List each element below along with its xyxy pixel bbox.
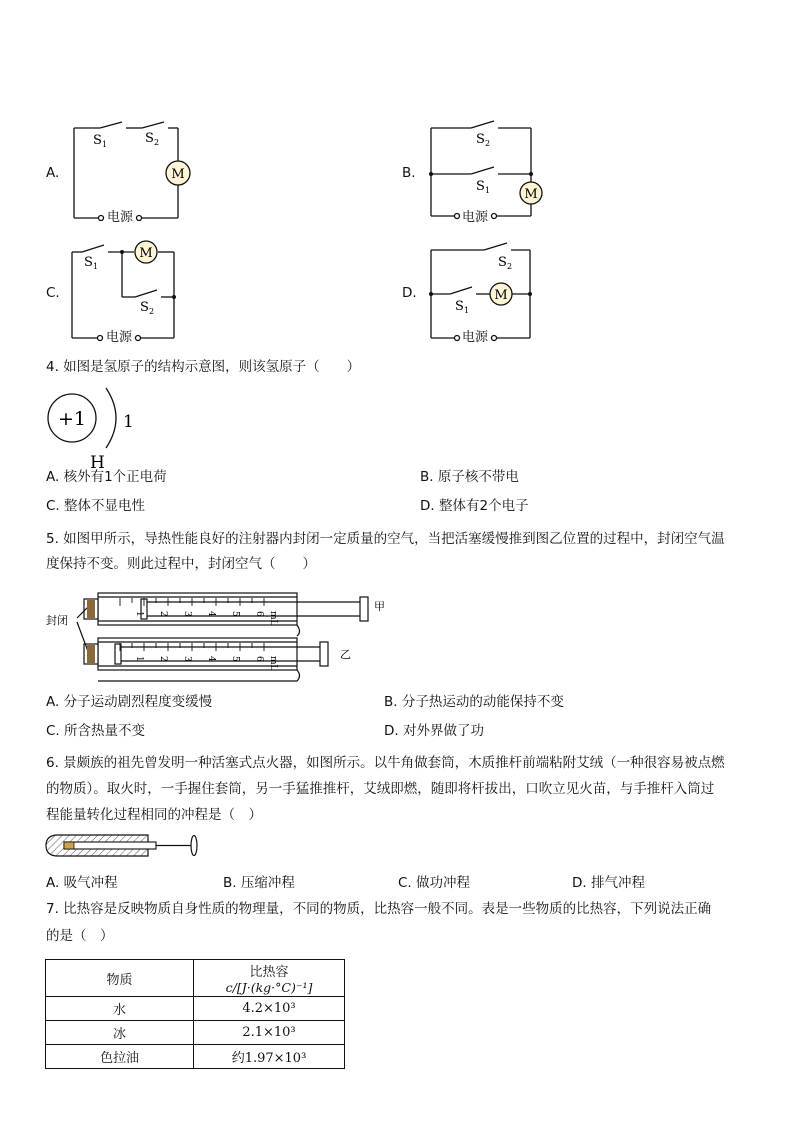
circuit-d-diagram <box>420 238 560 350</box>
q5-option-d: D. 对外界做了功 <box>384 723 484 739</box>
header-specific-heat <box>194 960 345 997</box>
q4-option-b: B. 原子核不带电 <box>420 469 519 485</box>
power-source-label-c: 电源 <box>106 330 133 345</box>
fire-piston-diagram <box>44 832 204 862</box>
q6-stem-line2: 的物质）。取火时，一手握住套筒，另一手猛推推杆，艾绒即燃，随即将杆拔出，口吹立见火苗，与手推杆入筒过 <box>46 781 715 797</box>
motor-label: M <box>171 167 185 182</box>
q6-stem-line1: 6. 景颇族的祖先曾发明一种活塞式点火器，如图所示。以牛角做套筒，木质推杆前端粘附艾绒（一种很容易被点燃 <box>46 755 725 771</box>
option-d-label: D. <box>402 285 417 301</box>
cell-substance: 水 <box>46 997 194 1021</box>
q7-stem-line2: 的是（ ） <box>46 928 114 944</box>
table-row <box>46 997 345 1021</box>
table-row <box>46 1045 345 1069</box>
q6-option-d: D. 排气冲程 <box>572 875 645 891</box>
scale-number: 2 <box>158 611 168 617</box>
sub-1: 1 <box>464 306 470 315</box>
element-symbol: H <box>90 453 105 472</box>
syringe-diagram <box>44 588 394 684</box>
scale-number: 4 <box>206 656 216 662</box>
hydrogen-atom-diagram <box>44 384 154 472</box>
option-b-label: B. <box>402 165 416 181</box>
specific-heat-table <box>45 959 345 1069</box>
sub-2: 2 <box>485 139 491 148</box>
switch-s1-label: S <box>455 299 464 314</box>
q5-option-b: B. 分子热运动的动能保持不变 <box>384 694 564 710</box>
q5-option-a: A. 分子运动剧烈程度变缓慢 <box>46 694 213 710</box>
scale-number: 1 <box>134 611 144 617</box>
electron-count: 1 <box>123 412 134 432</box>
motor-label: M <box>524 187 538 202</box>
q6-option-c: C. 做功冲程 <box>398 875 471 891</box>
sub-2: 2 <box>154 138 160 147</box>
nucleus-charge: +1 <box>57 408 87 430</box>
cell-value: 2.1×10³ <box>194 1021 345 1045</box>
q5-stem-line2: 度保持不变。则此过程中，封闭空气（ ） <box>46 556 316 572</box>
scale-number: 6 <box>254 611 264 617</box>
switch-s2-label: S <box>498 255 507 270</box>
header-specific-heat-unit: c/[J·(kg·°C)⁻¹] <box>225 980 313 995</box>
switch-s1-label: S <box>84 255 93 270</box>
scale-number: 4 <box>206 611 216 617</box>
label-yi: 乙 <box>340 648 351 661</box>
motor-label: M <box>139 246 153 261</box>
seal-label: 封闭 <box>46 614 68 627</box>
scale-number: 1 <box>134 656 144 662</box>
cell-value: 4.2×10³ <box>194 997 345 1021</box>
switch-s1-label: S <box>93 133 102 148</box>
q4-option-d: D. 整体有2个电子 <box>420 498 529 514</box>
sub-2: 2 <box>507 262 513 271</box>
option-a-label: A. <box>46 165 60 181</box>
table-row <box>46 1021 345 1045</box>
switch-s2-label: S <box>476 132 485 147</box>
sub-2: 2 <box>149 307 155 316</box>
q4-option-a: A. 核外有1个正电荷 <box>46 469 167 485</box>
q7-stem-line1: 7. 比热容是反映物质自身性质的物理量，不同的物质，比热容一般不同。表是一些物质的比热容，下列说法正确 <box>46 901 712 917</box>
circuit-b-diagram <box>420 118 560 230</box>
table-header-row <box>46 960 345 997</box>
header-substance: 物质 <box>46 960 194 997</box>
q5-option-c: C. 所含热量不变 <box>46 723 146 739</box>
cell-substance: 色拉油 <box>46 1045 194 1069</box>
scale-number: 3 <box>182 656 192 662</box>
label-jia: 甲 <box>374 600 385 613</box>
cell-substance: 冰 <box>46 1021 194 1045</box>
power-source-label-b: 电源 <box>462 210 489 225</box>
switch-s1-label: S <box>476 179 485 194</box>
scale-number: 3 <box>182 611 192 617</box>
sub-1: 1 <box>102 140 108 149</box>
q4-stem: 4. 如图是氢原子的结构示意图，则该氢原子（ ） <box>46 359 361 375</box>
scale-number: 2 <box>158 656 168 662</box>
q6-option-a: A. 吸气冲程 <box>46 875 118 891</box>
switch-s2-label: S <box>140 300 149 315</box>
scale-number: 5 <box>230 656 240 662</box>
power-source-label-d: 电源 <box>462 330 489 345</box>
scale-unit: mL <box>268 611 278 626</box>
option-c-label: C. <box>46 285 60 301</box>
header-specific-heat-line1: 比热容 <box>249 965 289 980</box>
q6-stem-line3: 程能量转化过程相同的冲程是（ ） <box>46 807 262 823</box>
q6-option-b: B. 压缩冲程 <box>223 875 295 891</box>
sub-1: 1 <box>485 186 491 195</box>
scale-unit: mL <box>268 656 278 671</box>
power-source-label-a: 电源 <box>107 210 134 225</box>
scale-number: 5 <box>230 611 240 617</box>
cell-value: 约1.97×10³ <box>194 1045 345 1069</box>
sub-1: 1 <box>93 262 99 271</box>
motor-label: M <box>494 288 508 303</box>
switch-s2-label: S <box>145 131 154 146</box>
scale-number: 6 <box>254 656 264 662</box>
electron-shell-icon <box>106 388 116 448</box>
q5-stem-line1: 5. 如图甲所示，导热性能良好的注射器内封闭一定质量的空气，当把活塞缓慢推到图乙位置的过程中，封闭空气温 <box>46 531 725 547</box>
q4-option-c: C. 整体不显电性 <box>46 498 146 514</box>
